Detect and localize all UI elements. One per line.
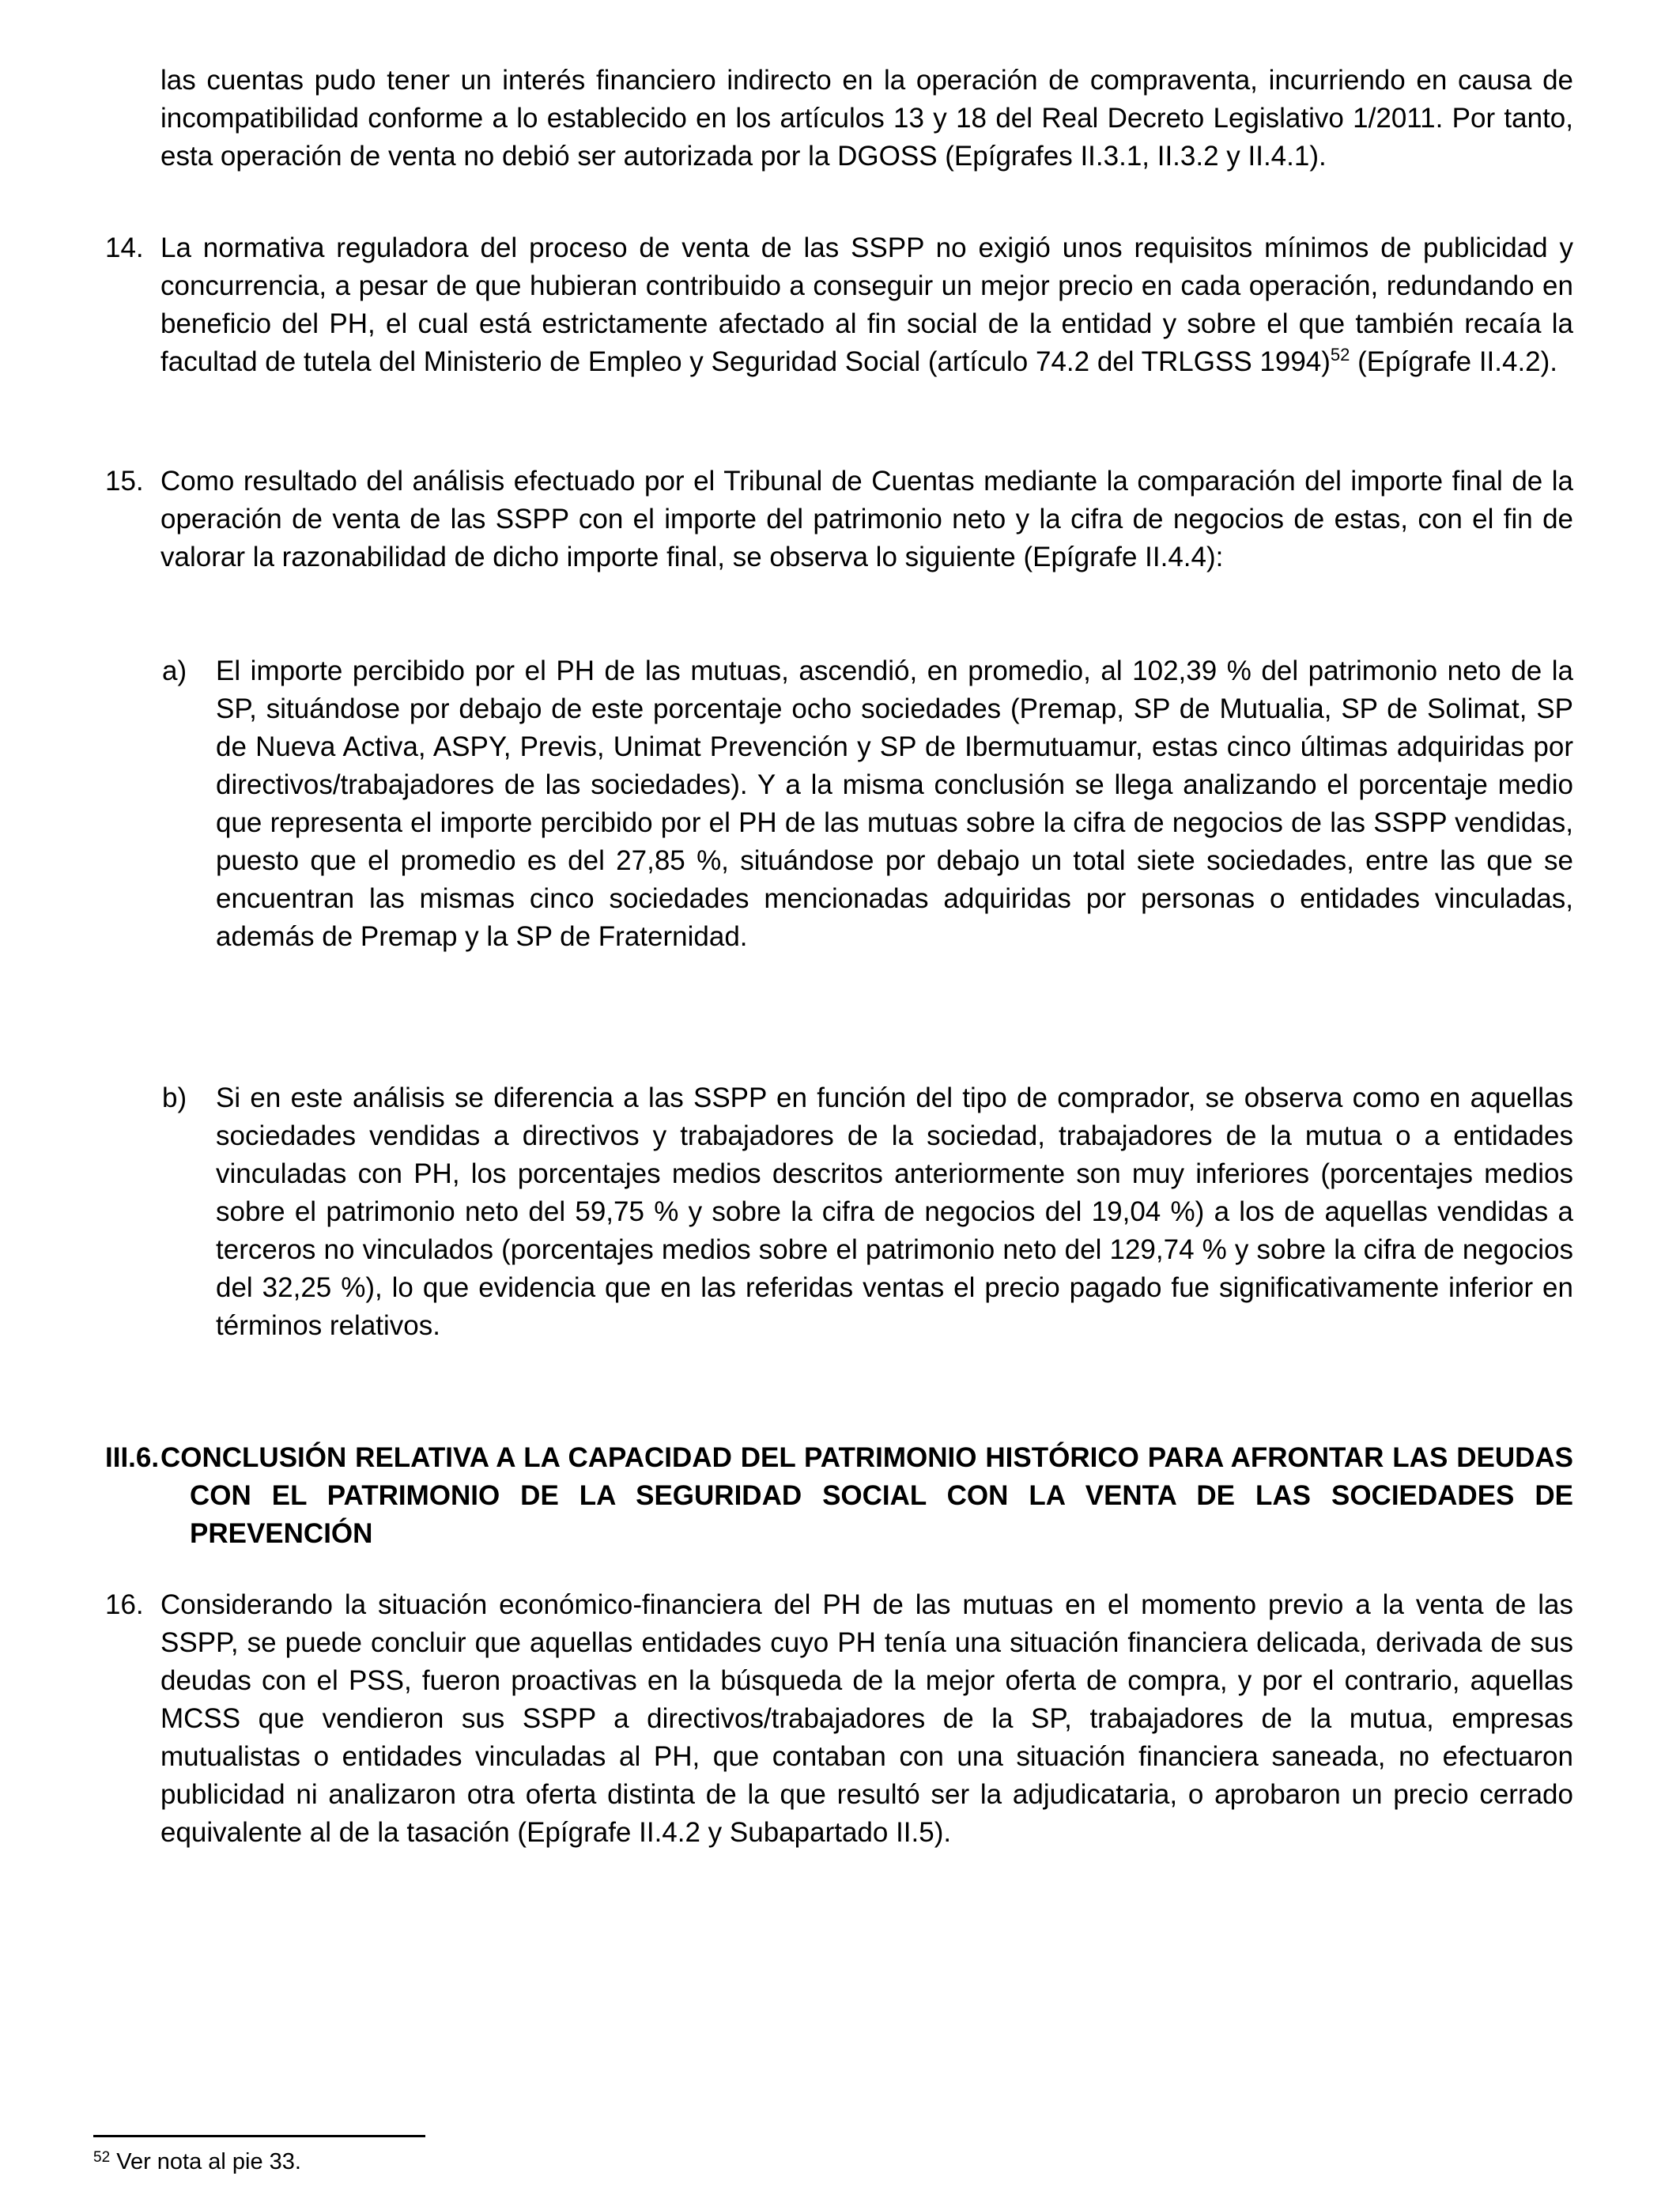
list-item-15 <box>105 463 1573 576</box>
intro-continuation-paragraph: las cuentas pudo tener un interés financiero indirecto en la operación de compraventa, incurriendo en causa de incompatibilidad conforme a lo establecido en los artículos 13 y 18 del Real Decreto Legislativo 1/2011. Por tanto, esta operación de venta no debió ser autorizada por la DGOSS (Epígrafes II.3.1, II.3.2 y II.4.1). <box>160 65 1573 172</box>
list-item-16-number: 16. <box>105 1589 144 1620</box>
footnote-separator-rule <box>93 2135 425 2137</box>
sub-item-b-text: Si en este análisis se diferencia a las SSPP en función del tipo de comprador, se observa como en aquellas sociedades vendidas a directivos y trabajadores de la sociedad, trabajadores de la mutua o a entidades vinculadas con PH, los porcentajes medios descritos anteriormente son muy inferiores (porcentajes medios sobre el patrimonio neto del 59,75 % y sobre la cifra de negocios del 19,04 %) a los de aquellas vendidas a terceros no vinculados (porcentajes medios sobre el patrimonio neto del 129,74 % y sobre la cifra de negocios del 32,25 %), lo que evidencia que en las referidas ventas el precio pagado fue significativamente inferior en términos relativos. <box>216 1082 1573 1341</box>
list-item-15-number: 15. <box>105 466 144 497</box>
list-item-14 <box>105 229 1573 381</box>
section-heading-text: CONCLUSIÓN RELATIVA A LA CAPACIDAD DEL PATRIMONIO HISTÓRICO PARA AFRONTAR LAS DEUDAS CON EL PATRIMONIO DE LA SEGURIDAD SOCIAL CON LA VENTA DE LAS SOCIEDADES DE PREVENCIÓN <box>160 1442 1573 1549</box>
list-item-14-body: La normativa reguladora del proceso de venta de las SSPP no exigió unos requisitos mínimos de publicidad y concurrencia, a pesar de que hubieran contribuido a conseguir un mejor precio en cada operación, redundando en beneficio del PH, el cual está estrictamente afectado al fin social de la entidad y sobre el que también recaía la facultad de tutela del Ministerio de Empleo y Seguridad Social (artículo 74.2 del TRLGSS 1994) <box>160 232 1573 377</box>
list-item-16 <box>105 1586 1573 1852</box>
section-heading-number: III.6. <box>105 1442 160 1473</box>
footnote-reference-52: 52 <box>1330 345 1350 365</box>
footnote-52 <box>93 2146 1572 2178</box>
footnote-52-number: 52 <box>93 2149 111 2166</box>
sub-item-a <box>162 652 1573 956</box>
list-item-14-number: 14. <box>105 232 144 263</box>
sub-item-a-text: El importe percibido por el PH de las mutuas, ascendió, en promedio, al 102,39 % del patrimonio neto de la SP, situándose por debajo de este porcentaje ocho sociedades (Premap, SP de Mutualia, SP de Solimat, SP de Nueva Activa, ASPY, Previs, Unimat Prevención y SP de Ibermutuamur, estas cinco últimas adquiridas por directivos/trabajadores de las sociedades). Y a la misma conclusión se llega analizando el porcentaje medio que representa el importe percibido por el PH de las mutuas sobre la cifra de negocios de las SSPP vendidas, puesto que el promedio es del 27,85 %, situándose por debajo un total siete sociedades, entre las que se encuentran las mismas cinco sociedades mencionadas adquiridas por personas o entidades vinculadas, además de Premap y la SP de Fraternidad. <box>216 655 1573 952</box>
list-item-14-tail: (Epígrafe II.4.2). <box>1350 346 1558 377</box>
list-item-16-text: Considerando la situación económico-financiera del PH de las mutuas en el momento previo a la venta de las SSPP, se puede concluir que aquellas entidades cuyo PH tenía una situación financiera delicada, derivada de sus deudas con el PSS, fueron proactivas en la búsqueda de la mejor oferta de compra, y por el contrario, aquellas MCSS que vendieron sus SSPP a directivos/trabajadores de la SP, trabajadores de la mutua, empresas mutualistas o entidades vinculadas al PH, que contaban con una situación financiera saneada, no efectuaron publicidad ni analizaron otra oferta distinta de la que resultó ser la adjudicataria, o aprobaron un precio cerrado equivalente al de la tasación (Epígrafe II.4.2 y Subapartado II.5). <box>160 1589 1573 1848</box>
list-item-14-text <box>160 229 1573 381</box>
footnote-52-text: Ver nota al pie 33. <box>116 2149 301 2174</box>
section-heading-iii6 <box>105 1439 1573 1553</box>
sub-item-a-letter: a) <box>162 655 187 686</box>
sub-item-b <box>162 1079 1573 1345</box>
list-item-15-text: Como resultado del análisis efectuado por el Tribunal de Cuentas mediante la comparación del importe final de la operación de venta de las SSPP con el importe del patrimonio neto y la cifra de negocios de estas, con el fin de valorar la razonabilidad de dicho importe final, se observa lo siguiente (Epígrafe II.4.4): <box>160 466 1573 572</box>
sub-item-b-letter: b) <box>162 1082 187 1113</box>
